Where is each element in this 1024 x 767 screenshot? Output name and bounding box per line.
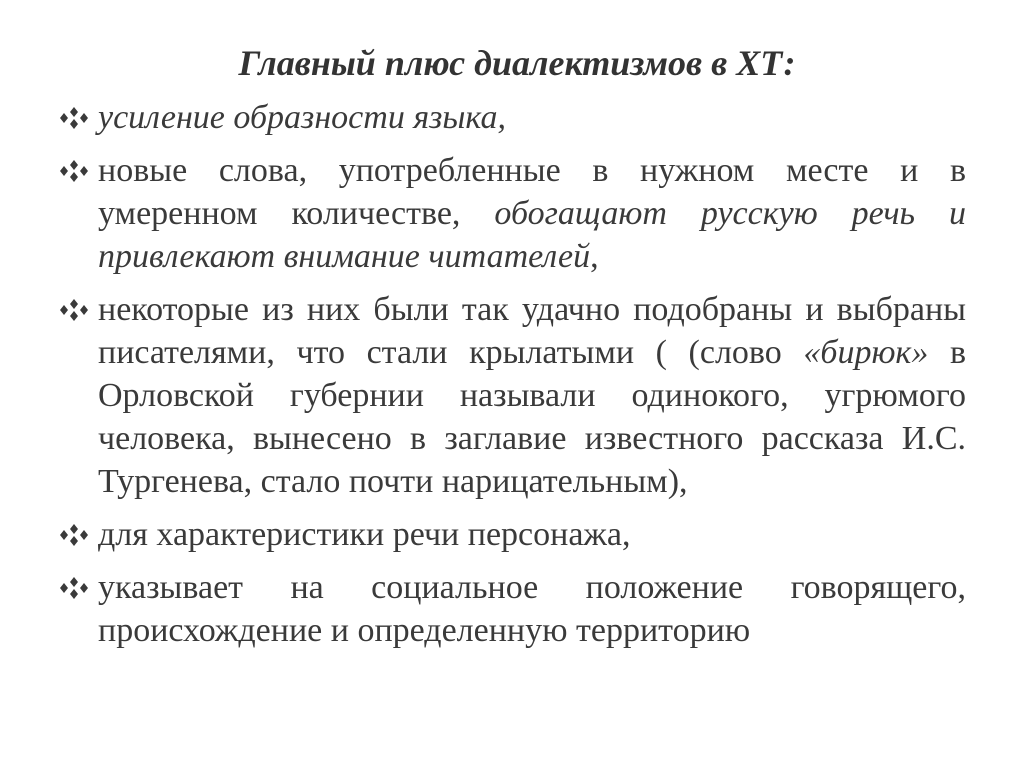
bullet-text-italic: «бирюк»	[803, 334, 929, 371]
bullet-list	[60, 96, 966, 662]
bullet-text: новые слова, употребленные в нужном месте и в умеренном количестве,	[98, 152, 966, 232]
four-diamond-bullet-icon	[60, 159, 88, 183]
four-diamond-bullet-icon	[60, 523, 88, 547]
bullet-text: для характеристики речи персонажа,	[98, 516, 631, 553]
bullet-item-2	[60, 149, 966, 278]
bullet-text: указывает на социальное положение говорящего, происхождение и определенную территорию	[98, 569, 966, 649]
bullet-item-3	[60, 288, 966, 503]
bullet-text: некоторые из них были так удачно подобраны и выбраны писателями, что стали крылатыми ( (слово	[98, 291, 966, 371]
bullet-item-5	[60, 566, 966, 652]
bullet-text: ,	[590, 238, 599, 275]
bullet-item-1	[60, 96, 966, 139]
four-diamond-bullet-icon	[60, 106, 88, 130]
four-diamond-bullet-icon	[60, 298, 88, 322]
bullet-text: усиление образности языка,	[98, 99, 506, 136]
bullet-text: в Орловской губернии называли одинокого, угрюмого человека, вынесено в заглавие известного рассказа И.С. Тургенева, стало почти нарицательным),	[98, 334, 966, 500]
bullet-text-italic: обогащают русскую речь и привлекают внимание читателей	[98, 195, 966, 275]
four-diamond-bullet-icon	[60, 576, 88, 600]
bullet-item-4	[60, 513, 966, 556]
slide-title: Главный плюс диалектизмов в ХТ:	[238, 43, 796, 83]
